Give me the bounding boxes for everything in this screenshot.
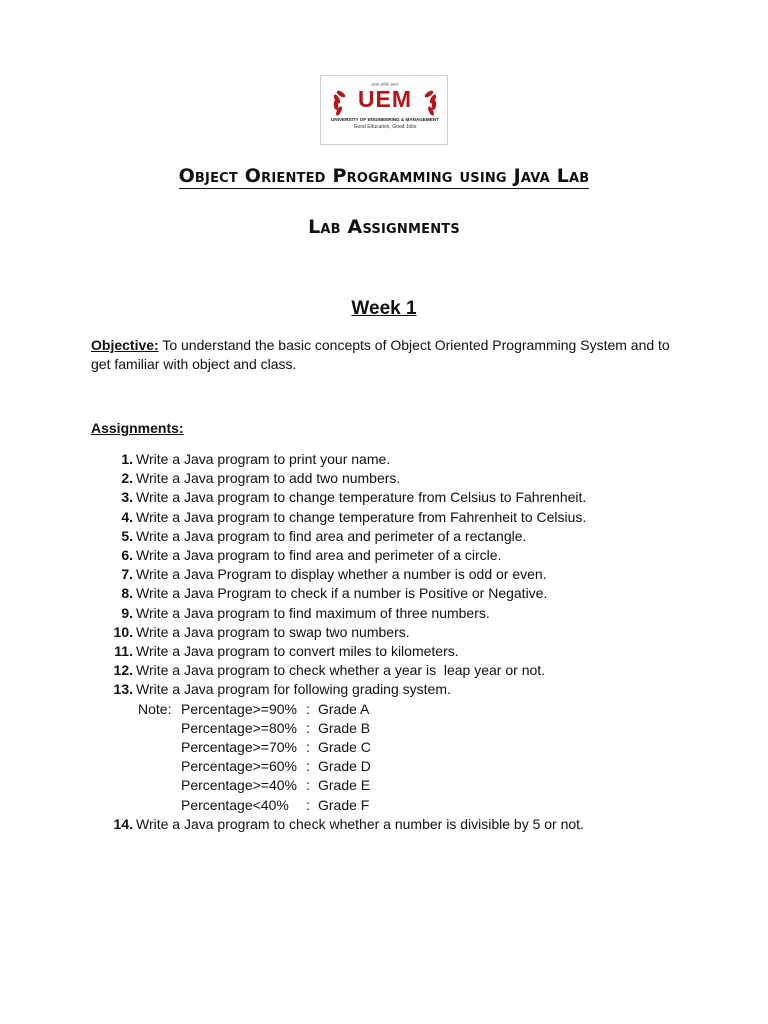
grading-row: [91, 796, 711, 815]
list-item-number: 8.: [121, 585, 133, 602]
list-item-number: 14.: [113, 815, 133, 832]
grading-row: [91, 719, 711, 738]
grading-grade: Grade C: [318, 739, 371, 756]
grading-condition: Percentage>=90%: [181, 700, 297, 717]
list-item: [91, 546, 711, 565]
list-item-number: 4.: [121, 508, 133, 525]
grading-grade: Grade E: [318, 777, 371, 794]
list-item-number: 3.: [121, 489, 133, 506]
list-item-text: Write a Java Program to check if a number is Positive or Negative.: [136, 585, 548, 602]
list-item-number: 6.: [121, 547, 133, 564]
list-item-text: Write a Java program to find area and perimeter of a rectangle.: [136, 527, 527, 544]
grading-separator: :: [306, 739, 310, 756]
grading-grade: Grade F: [318, 796, 370, 813]
list-item: [91, 450, 711, 469]
list-item: [91, 604, 711, 623]
list-item-number: 9.: [121, 604, 133, 621]
university-logo: [320, 75, 448, 145]
list-item: [91, 508, 711, 527]
objective-text: To understand the basic concepts of Object Oriented Programming System and to get familiar with object and class.: [91, 337, 670, 372]
grading-row: [91, 776, 711, 795]
grading-separator: :: [306, 777, 310, 794]
document-title: [0, 165, 768, 187]
grading-note-label: Note:: [138, 700, 172, 717]
list-item-text: Write a Java program to swap two numbers.: [136, 623, 410, 640]
grading-condition: Percentage<40%: [181, 796, 289, 813]
grading-condition: Percentage>=40%: [181, 777, 297, 794]
list-item-text: Write a Java program to check whether a number is divisible by 5 or not.: [136, 815, 584, 832]
grading-row: [91, 738, 711, 757]
list-item: [91, 469, 711, 488]
list-item-number: 5.: [121, 527, 133, 544]
grading-grade: Grade A: [318, 700, 370, 717]
document-title-text: Object Oriented Programming using Java Lab: [178, 165, 590, 187]
list-item-text: Write a Java program for following grading system.: [136, 681, 451, 698]
list-item-text: Write a Java program to check whether a year is leap year or not.: [136, 662, 546, 679]
objective-label: Objective:: [91, 337, 159, 353]
list-item-text: Write a Java Program to display whether a number is odd or even.: [136, 566, 547, 583]
list-item: [91, 815, 711, 834]
list-item-text: Write a Java program to change temperature from Fahrenheit to Celsius.: [136, 508, 587, 525]
list-item: [91, 642, 711, 661]
week-heading: [0, 298, 768, 320]
logo-abbreviation: UEM: [357, 86, 413, 112]
list-item-text: Write a Java program to change temperature from Celsius to Fahrenheit.: [136, 489, 587, 506]
list-item-text: Write a Java program to convert miles to kilometers.: [136, 643, 459, 660]
logo-slogan: Good Education, Good Jobs: [353, 124, 417, 130]
objective-paragraph: [91, 336, 691, 374]
list-item-text: Write a Java program to find maximum of three numbers.: [136, 604, 490, 621]
grading-separator: :: [306, 719, 310, 736]
grading-separator: :: [306, 700, 310, 717]
list-item: [91, 565, 711, 584]
logo-motto: ज्ञानम् शक्ति अनन्त: [371, 82, 399, 87]
list-item-number: 13.: [113, 681, 133, 698]
list-item: [91, 623, 711, 642]
list-item-number: 10.: [113, 623, 133, 640]
assignment-list: [91, 450, 711, 834]
list-item-number: 1.: [121, 451, 133, 467]
list-item-text: Write a Java program to print your name.: [136, 451, 391, 467]
document-subtitle: Lab Assignments: [308, 216, 460, 238]
assignments-label: Assignments:: [91, 420, 184, 436]
grading-separator: :: [306, 758, 310, 775]
week-heading-text: Week 1: [351, 298, 417, 319]
grading-grade: Grade B: [318, 719, 371, 736]
grading-condition: Percentage>=70%: [181, 739, 297, 756]
list-item-number: 11.: [114, 643, 133, 660]
list-item-text: Write a Java program to add two numbers.: [136, 470, 401, 487]
grading-condition: Percentage>=80%: [181, 719, 297, 736]
list-item: [91, 680, 711, 699]
list-item: [91, 488, 711, 507]
grading-grade: Grade D: [318, 758, 371, 775]
list-item: [91, 527, 711, 546]
list-item-number: 7.: [121, 566, 133, 583]
list-item-number: 12.: [113, 662, 133, 679]
grading-row: [91, 757, 711, 776]
grading-condition: Percentage>=60%: [181, 758, 297, 775]
list-item: [91, 661, 711, 680]
grading-separator: :: [306, 796, 310, 813]
logo-university-name: UNIVERSITY OF ENGINEERING & MANAGEMENT: [331, 117, 439, 122]
list-item-number: 2.: [121, 470, 133, 487]
list-item: [91, 584, 711, 603]
list-item-text: Write a Java program to find area and perimeter of a circle.: [136, 547, 502, 564]
grading-row: [91, 700, 711, 719]
